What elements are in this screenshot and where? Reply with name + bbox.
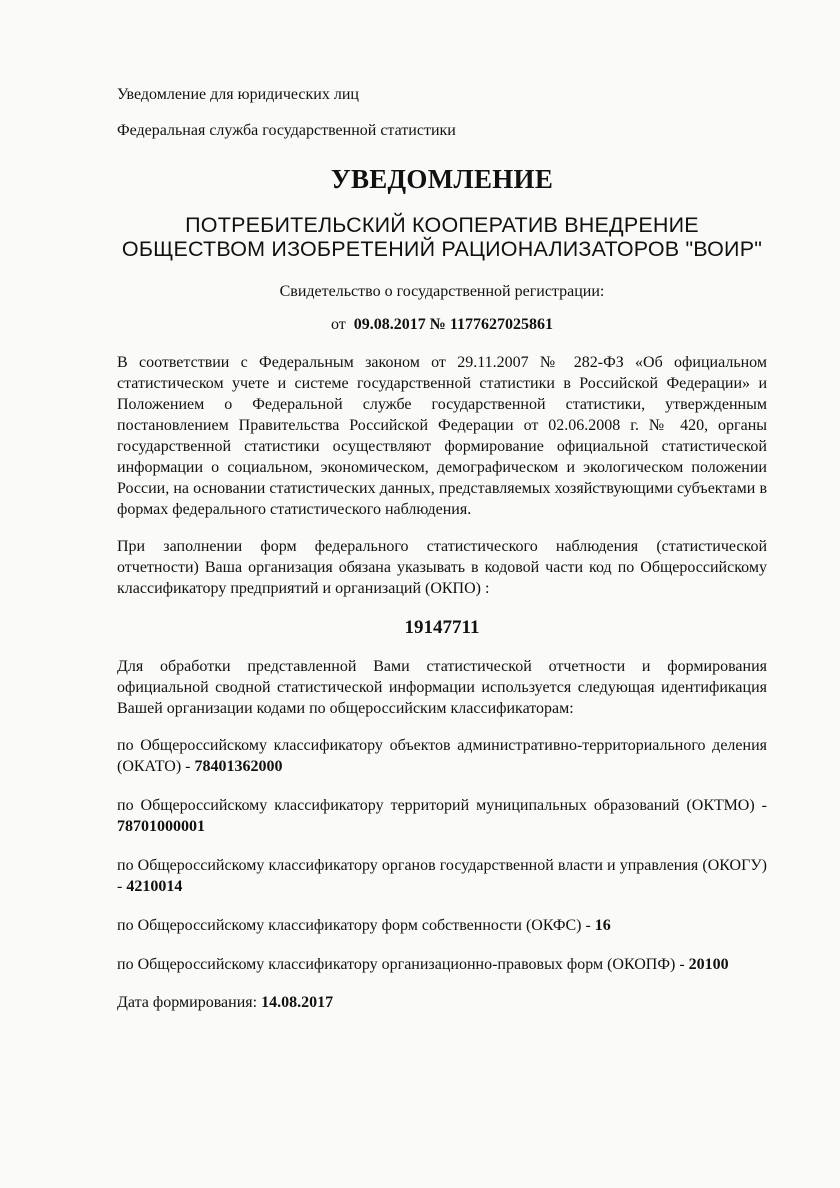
formation-date (117, 992, 767, 1013)
code-okato-value: 78401362000 (194, 758, 283, 775)
code-oktmo-value: 78701000001 (117, 818, 205, 835)
document-body (117, 80, 767, 1013)
header-agency: Федеральная служба государственной статистики (117, 122, 456, 139)
code-okogu-label: по Общероссийскому классификатору органов государственной власти и управления (ОКОГУ) - (117, 857, 767, 895)
certificate-label: Свидетельство о государственной регистрации: (279, 283, 605, 300)
code-okfs-label: по Общероссийскому классификатору форм собственности (ОКФС) - (117, 917, 595, 934)
code-okato (117, 735, 767, 777)
code-okogu-value: 4210014 (126, 878, 183, 895)
okpo-code: 19147711 (404, 617, 480, 638)
certificate-line (117, 314, 767, 335)
formation-date-value: 14.08.2017 (261, 994, 334, 1011)
certificate-prefix: от (331, 316, 346, 333)
paragraph-okpo-instruction: При заполнении форм федерального статистического наблюдения (статистической отчетности) Ваша организация обязана указывать в кодовой части код по Общероссийскому классификатору предприятий и организаций (ОКПО) : (117, 538, 767, 597)
code-oktmo-label: по Общероссийскому классификатору территорий муниципальных образований (ОКТМО) - (117, 797, 767, 814)
organization-name-line2: ОБЩЕСТВОМ ИЗОБРЕТЕНИЙ РАЦИОНАЛИЗАТОРОВ "ВОИР" (121, 237, 763, 261)
code-okato-label: по Общероссийскому классификатору объектов административно-территориального деления (ОКАТО) - (117, 737, 767, 775)
paragraph-legal-basis: В соответствии с Федеральным законом от 29.11.2007 № 282-ФЗ «Об официальном статистическом учете и системе государственной статистики в Российской Федерации» и Положением о Федеральной службе государственной статистики, утвержденным постановлением Правительства Российской Федерации от 02.06.2008 г. № 420, органы государственной статистики осуществляют формирование официальной статистической информации о социальном, экономическом, демографическом и экологическом положении России, на основании статистических данных, представляемых хозяйствующими субъектами в формах федерального статистического наблюдения. (117, 354, 767, 518)
certificate-number: 09.08.2017 № 1177627025861 (353, 316, 553, 333)
organization-name (117, 213, 767, 261)
code-okopf-value: 20100 (688, 956, 729, 973)
organization-name-line1: ПОТРЕБИТЕЛЬСКИЙ КООПЕРАТИВ ВНЕДРЕНИЕ (185, 213, 699, 237)
code-oktmo (117, 795, 767, 837)
code-okopf (117, 954, 767, 975)
paragraph-classifiers-intro: Для обработки представленной Вами статистической отчетности и формирования официальной сводной статистической информации используется следующая идентификация Вашей организации кодами по общероссийским классификаторам: (117, 658, 767, 717)
header-recipient-type: Уведомление для юридических лиц (117, 86, 359, 103)
code-okopf-label: по Общероссийскому классификатору организационно-правовых форм (ОКОПФ) - (117, 956, 689, 973)
code-okogu (117, 855, 767, 897)
formation-date-label: Дата формирования: (117, 994, 262, 1011)
code-okfs-value: 16 (594, 917, 611, 934)
code-okfs (117, 915, 767, 936)
document-title: УВЕДОМЛЕНИЕ (330, 164, 554, 194)
